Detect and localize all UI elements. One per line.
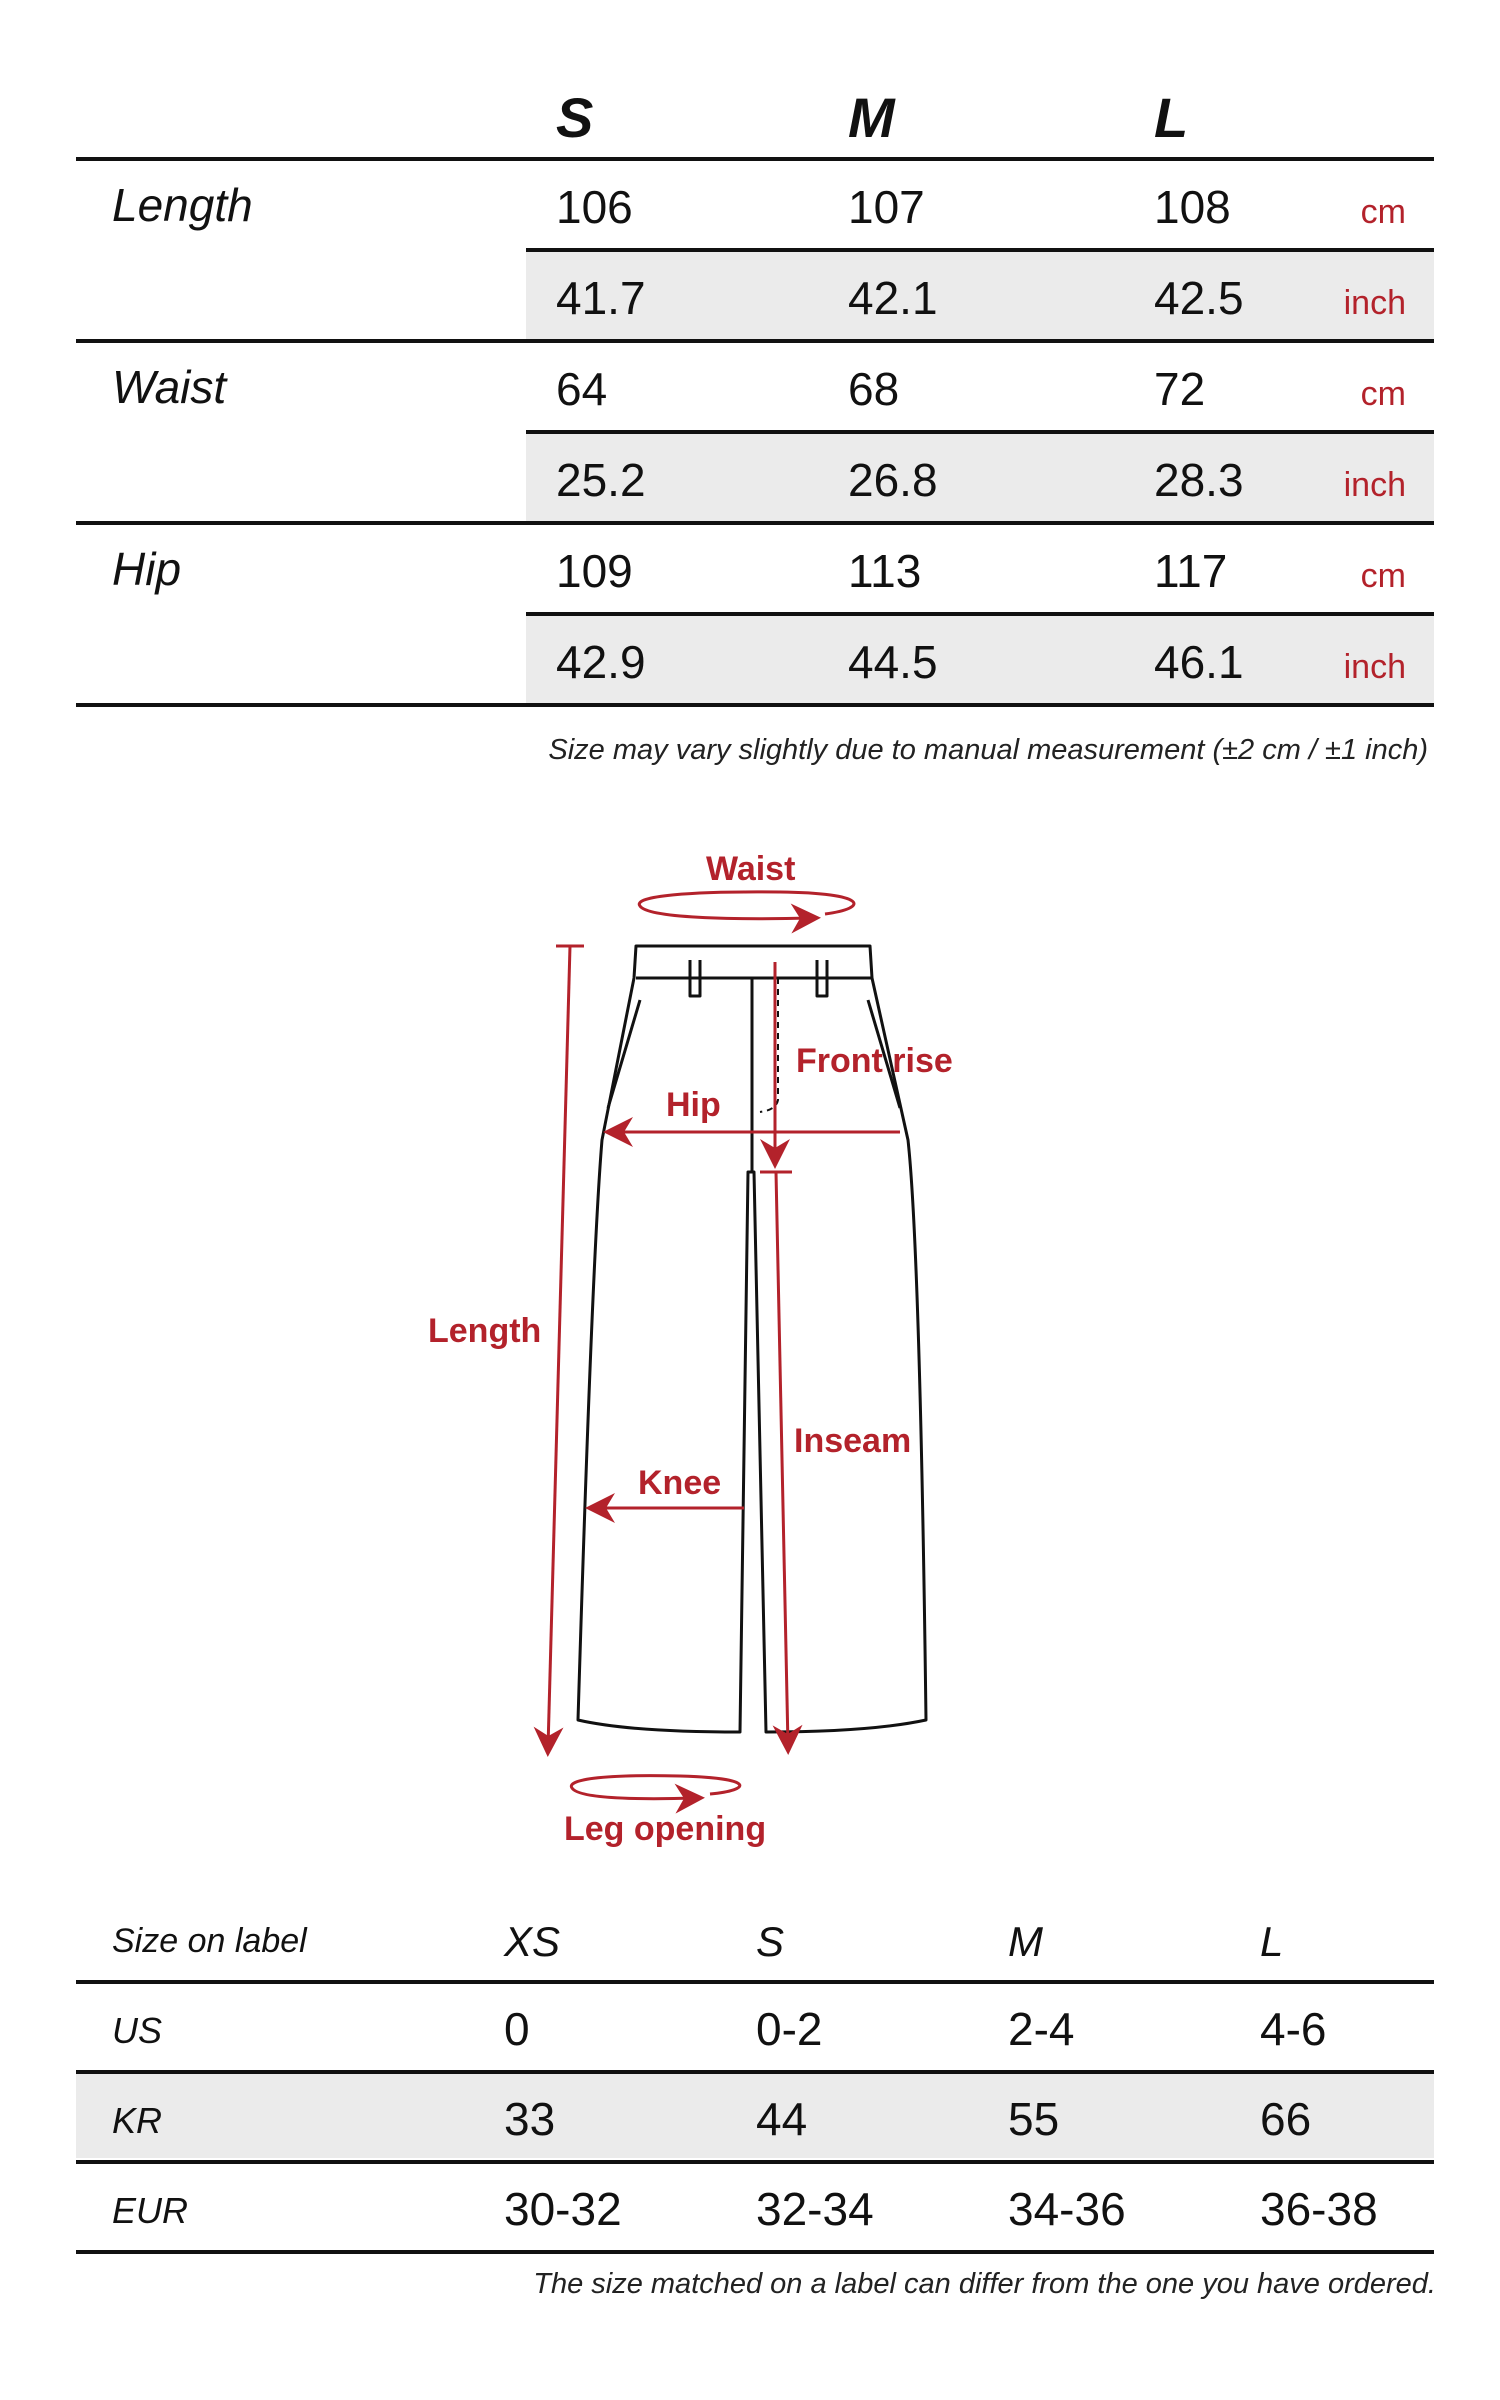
length-indicator bbox=[548, 946, 584, 1748]
row-label-us: US bbox=[112, 2010, 163, 2051]
label-hip: Hip bbox=[666, 1086, 721, 1124]
divider bbox=[76, 2250, 1434, 2254]
conv-header-l: L bbox=[1260, 1918, 1284, 1965]
unit-inch: inch bbox=[1343, 284, 1406, 322]
divider bbox=[76, 1980, 1434, 1984]
length-m-inch: 42.1 bbox=[848, 272, 938, 324]
measurement-note: Size may vary slightly due to manual measurement (±2 cm / ±1 inch) bbox=[548, 734, 1428, 766]
label-inseam: Inseam bbox=[794, 1422, 912, 1460]
unit-inch: inch bbox=[1343, 648, 1406, 686]
us-m: 2-4 bbox=[1008, 2003, 1075, 2055]
row-label-hip: Hip bbox=[112, 543, 182, 595]
length-s-inch: 41.7 bbox=[556, 272, 646, 324]
waist-m-cm: 68 bbox=[848, 363, 900, 415]
conv-header-s: S bbox=[756, 1918, 785, 1965]
inch-row-bg bbox=[526, 434, 1434, 521]
measurement-table bbox=[76, 0, 1434, 705]
hip-l-inch: 46.1 bbox=[1154, 636, 1244, 688]
kr-m: 55 bbox=[1008, 2093, 1060, 2145]
conv-header-xs: XS bbox=[504, 1918, 561, 1965]
conv-header-m: M bbox=[1008, 1918, 1043, 1965]
eur-xs: 30-32 bbox=[504, 2183, 622, 2235]
divider bbox=[76, 339, 1434, 343]
waist-m-inch: 26.8 bbox=[848, 454, 938, 506]
label-waist: Waist bbox=[706, 850, 796, 888]
size-header-l: L bbox=[1154, 86, 1189, 149]
eur-s: 32-34 bbox=[756, 2183, 874, 2235]
unit-cm: cm bbox=[1360, 375, 1406, 413]
hip-m-cm: 113 bbox=[848, 545, 922, 597]
hip-s-cm: 109 bbox=[556, 545, 633, 597]
hip-m-inch: 44.5 bbox=[848, 636, 938, 688]
us-xs: 0 bbox=[504, 2003, 530, 2055]
inch-row-bg bbox=[526, 616, 1434, 703]
divider bbox=[526, 248, 1434, 252]
waist-s-cm: 64 bbox=[556, 363, 608, 415]
waist-l-inch: 28.3 bbox=[1154, 454, 1244, 506]
row-label-eur: EUR bbox=[112, 2190, 189, 2231]
inch-row-bg bbox=[526, 252, 1434, 339]
label-knee: Knee bbox=[638, 1464, 722, 1502]
row-label-waist: Waist bbox=[112, 361, 227, 413]
eur-m: 34-36 bbox=[1008, 2183, 1126, 2235]
row-label-kr: KR bbox=[112, 2100, 163, 2141]
unit-cm: cm bbox=[1360, 557, 1406, 595]
unit-inch: inch bbox=[1343, 466, 1406, 504]
divider bbox=[526, 612, 1434, 616]
label-length: Length bbox=[428, 1312, 542, 1350]
us-l: 4-6 bbox=[1260, 2003, 1327, 2055]
waist-s-inch: 25.2 bbox=[556, 454, 646, 506]
pants-diagram bbox=[0, 820, 1500, 1880]
leg-opening-indicator bbox=[571, 1776, 739, 1799]
us-s: 0-2 bbox=[756, 2003, 823, 2055]
length-m-cm: 107 bbox=[848, 181, 925, 233]
size-conversion-table bbox=[76, 1900, 1434, 2330]
size-on-label-header: Size on label bbox=[112, 1922, 307, 1960]
divider bbox=[76, 703, 1434, 707]
kr-l: 66 bbox=[1260, 2093, 1312, 2145]
length-l-inch: 42.5 bbox=[1154, 272, 1244, 324]
kr-xs: 33 bbox=[504, 2093, 556, 2145]
length-l-cm: 108 bbox=[1154, 181, 1231, 233]
eur-l: 36-38 bbox=[1260, 2183, 1378, 2235]
size-header-s: S bbox=[556, 86, 594, 149]
label-leg-opening: Leg opening bbox=[564, 1810, 767, 1848]
waist-indicator bbox=[639, 892, 854, 919]
size-header-m: M bbox=[848, 86, 895, 149]
hip-l-cm: 117 bbox=[1154, 545, 1228, 597]
divider bbox=[76, 157, 1434, 161]
length-s-cm: 106 bbox=[556, 181, 633, 233]
label-front-rise: Front rise bbox=[796, 1042, 953, 1080]
conversion-note: The size matched on a label can differ from the one you have ordered. bbox=[533, 2268, 1436, 2300]
divider bbox=[76, 2160, 1434, 2164]
divider bbox=[526, 430, 1434, 434]
divider bbox=[76, 521, 1434, 525]
hip-s-inch: 42.9 bbox=[556, 636, 646, 688]
waist-l-cm: 72 bbox=[1154, 363, 1206, 415]
kr-row-bg bbox=[76, 2072, 1434, 2158]
row-label-length: Length bbox=[112, 179, 253, 231]
kr-s: 44 bbox=[756, 2093, 808, 2145]
unit-cm: cm bbox=[1360, 193, 1406, 231]
divider bbox=[76, 2070, 1434, 2074]
pants-illustration bbox=[0, 820, 1500, 1880]
